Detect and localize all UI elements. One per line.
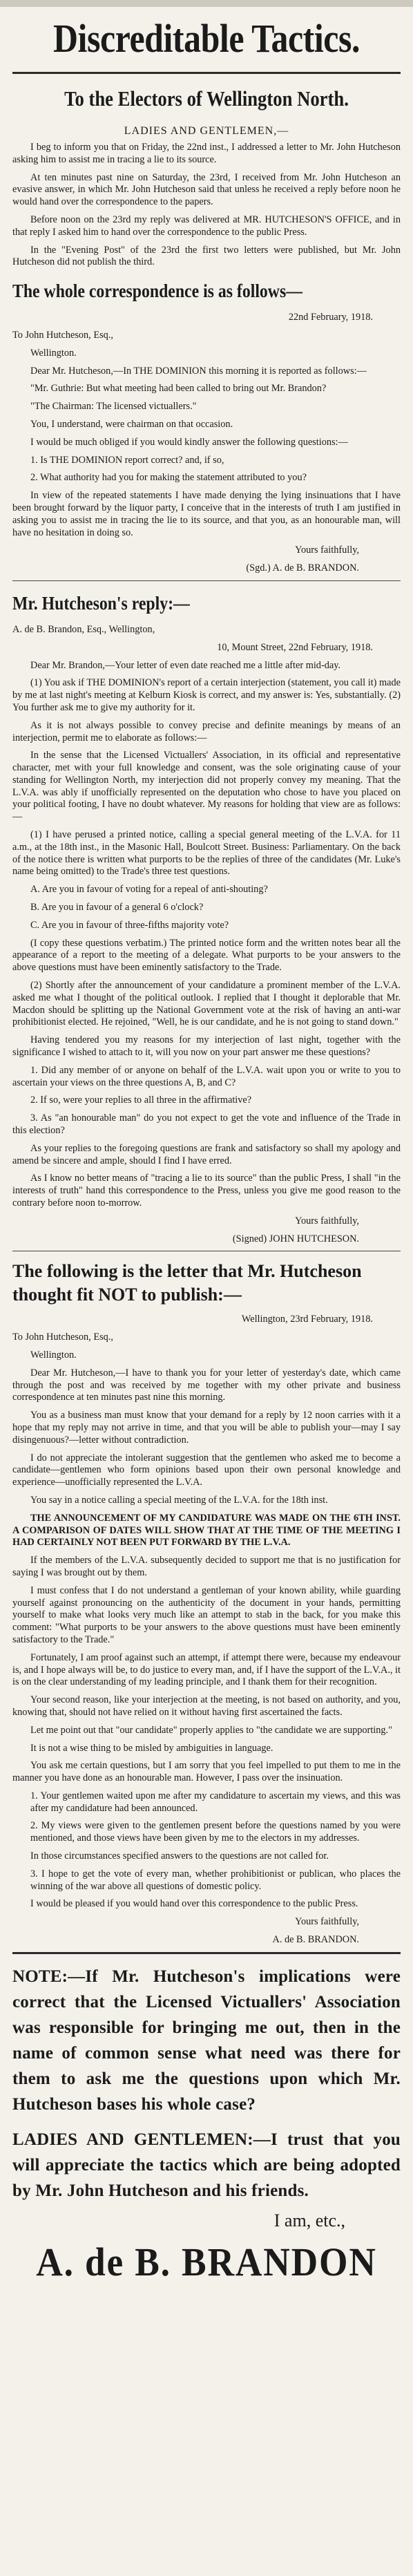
note-paragraph: NOTE:—If Mr. Hutcheson's implications were correct that the Licensed Victuallers' Association was responsible for bringing me out, then in the name of common sense what need was there for them to ask me the questions upon which Mr. Hutcheson bases his whole case? bbox=[12, 1967, 401, 2114]
section-heading-correspondence: The whole correspondence is as follows— bbox=[12, 281, 302, 302]
letter-body-paragraph: Dear Mr. Brandon,—Your letter of even date reached me a little after mid-day. bbox=[30, 659, 340, 671]
letter-body-paragraph: I would be much obliged if you would kindly answer the following questions:— bbox=[30, 436, 348, 448]
letter-body-paragraph: I would be pleased if you would hand over this correspondence to the public Press. bbox=[30, 1898, 358, 1910]
letter-body-paragraph: In view of the repeated statements I have made denying the lying insinuations that I have been brought forward by the liquor party, I conceive that in the interests of truth I am justified in asking you to assist me in tracing the lie to its source, and that you, as an honourable man, will have no hesitation in doing so. bbox=[12, 490, 401, 538]
signature: A. de B. BRANDON bbox=[36, 2239, 377, 2284]
section-heading-unpublished: The following is the letter that Mr. Hutcheson thought fit NOT to publish:— bbox=[12, 1261, 362, 1305]
letter-recipient: To John Hutcheson, Esq., bbox=[12, 1332, 113, 1343]
letter-body-paragraph: As your replies to the foregoing questions are frank and satisfactory so shall my apology and amend be sincere and ample, should I find I have erred. bbox=[12, 1142, 401, 1166]
page-title: Discreditable Tactics. bbox=[52, 16, 361, 61]
letter-closing: Yours faithfully, bbox=[295, 1215, 359, 1227]
letter-body-paragraph: (1) I have perused a printed notice, calling a special general meeting of the L.V.A. for 11 a.m., at the 18th inst., in the Masonic Hall, Boulcott Street. Business: Parliamentary. On the back of the notice there is written what purports to be the replies of three of the candidates (Mr. Luke's name being omitted) to the Trade's three test questions. bbox=[12, 829, 401, 878]
letter-question: B. Are you in favour of a general 6 o'clock? bbox=[30, 902, 204, 913]
letter-body-paragraph: Dear Mr. Hutcheson,—I have to thank you for your letter of yesterday's date, which came through the post and was received by me together with my other private and business correspondence at ten minutes past nine this morning. bbox=[12, 1367, 401, 1403]
letter-body-paragraph: As it is not always possible to convey precise and definite meanings by means of an interjection, permit me to elaborate as follows:— bbox=[12, 719, 401, 744]
letter-body-paragraph: Dear Mr. Hutcheson,—In THE DOMINION this morning it is reported as follows:— bbox=[30, 365, 367, 377]
letter-body-paragraph: Your second reason, like your interjection at the meeting, is not based on authority, and you, knowing that, should not have relied on it without having first ascertained the facts. bbox=[12, 1694, 401, 1718]
letter-body-paragraph: 1. Did any member of or anyone on behalf of the L.V.A. wait upon you or write to you to ascertain your views on the three questions A, B, and C? bbox=[12, 1064, 401, 1088]
letter-body-paragraph: "The Chairman: The licensed victuallers." bbox=[30, 401, 197, 413]
divider bbox=[12, 580, 401, 581]
letter-answer: 3. I hope to get the vote of every man, whether prohibitionist or publican, who places the winning of the war above all questions of domestic policy. bbox=[30, 1868, 401, 1892]
letter-body-paragraph: If the members of the L.V.A. subsequently decided to support me that is no justification for saying I was brought out by them. bbox=[12, 1555, 401, 1578]
divider bbox=[12, 72, 401, 74]
letter-body-paragraph: Fortunately, I am proof against such an attempt, if attempt there were, because my endeavour is, and I hope always will be, to do justice to every man, and, if I have the support of the L.V.A., it is on the clear understanding of my leading principle, and I thank them for their recognition. bbox=[12, 1651, 401, 1688]
letter-recipient-city: Wellington. bbox=[30, 1349, 77, 1361]
letter-body-paragraph: In those circumstances specified answers to the questions are not called for. bbox=[30, 1850, 329, 1862]
letter-signature: A. de B. BRANDON. bbox=[272, 1934, 359, 1946]
section-heading-reply: Mr. Hutcheson's reply:— bbox=[12, 592, 190, 614]
letter-question: A. Are you in favour of voting for a repeal of anti-shouting? bbox=[30, 884, 268, 896]
letter-body-paragraph: It is not a wise thing to be misled by ambiguities in language. bbox=[30, 1742, 273, 1754]
letter-body-paragraph: I do not appreciate the intolerant suggestion that the gentlemen who asked me to become a candidate—gentlemen who form opinions based upon their own personal knowledge and experience—unofficially represented the L.V.A. bbox=[12, 1452, 401, 1488]
letter-closing: Yours faithfully, bbox=[295, 1916, 359, 1928]
letter-body-paragraph: Let me point out that "our candidate" properly applies to "the candidate we are supporting." bbox=[30, 1724, 392, 1736]
letter-body-paragraph: As I know no better means of "tracing a lie to its source" than the public Press, I shall "in the interests of truth" hand this correspondence to the Press, unless you give me good reason to the contrary before noon to-morrow. bbox=[12, 1173, 401, 1209]
letter-body-paragraph: (2) Shortly after the announcement of your candidature a prominent member of the L.V.A. asked me what I thought of the political outlook. I replied that I thought it deplorable that Mr. Macdon should be splitting up the National Government vote at the risk of having an anti-war prohibitionist elected. He rejoined, "Well, he is our candidate, and he is not going to stand down." bbox=[12, 980, 401, 1028]
letter-body-paragraph: You say in a notice calling a special meeting of the L.V.A. for the 18th inst. bbox=[30, 1494, 328, 1506]
intro-paragraph: At ten minutes past nine on Saturday, the 23rd, I received from Mr. John Hutcheson an evasive answer, in which Mr. John Hutcheson said that unless he received a reply before noon he would hand over the correspondence to the papers. bbox=[12, 171, 401, 208]
letter-recipient-city: Wellington. bbox=[30, 347, 77, 359]
letter-signature: (Signed) JOHN HUTCHESON. bbox=[232, 1233, 359, 1244]
letter-answer: 2. My views were given to the gentlemen present before the questions named by you were mentioned, and those views have been given by me to the electors in my addresses. bbox=[30, 1820, 401, 1844]
letter-date: 10, Mount Street, 22nd February, 1918. bbox=[217, 641, 373, 653]
letter-body-paragraph: 2. If so, were your replies to all three in the affirmative? bbox=[30, 1095, 252, 1106]
letter-body-paragraph: You, I understand, were chairman on that occasion. bbox=[30, 418, 233, 430]
letter-body-paragraph: You ask me certain questions, but I am sorry that you feel impelled to put them to me in the manner you have done as an honourable man. However, I pass over the insinuation. bbox=[12, 1760, 401, 1784]
intro-paragraph: Before noon on the 23rd my reply was delivered at MR. HUTCHESON'S OFFICE, and in that reply I asked him to hand over the correspondence to the public Press. bbox=[12, 214, 401, 238]
letter-brandon-2 bbox=[12, 1314, 401, 1946]
letter-brandon-1 bbox=[12, 312, 401, 575]
letter-body-paragraph: (I copy these questions verbatim.) The printed notice form and the written notes bear all the appearance of a report to the meeting of a delegate. What purports to be your answers to the above questions must have been eminently satisfactory to the Trade. bbox=[12, 937, 401, 974]
letter-body-paragraph: You as a business man must know that your demand for a reply by 12 noon carries with it a hope that my reply may not arrive in time, and that you will be able to publish your—may I say disingenuous?—letter without contradiction. bbox=[12, 1410, 401, 1446]
letter-body-paragraph: 1. Is THE DOMINION report correct? and, if so, bbox=[30, 454, 224, 466]
appeal-paragraph: LADIES AND GENTLEMEN:—I trust that you will appreciate the tactics which are being adopted by Mr. John Hutcheson and his friends. bbox=[12, 2130, 401, 2200]
salutation: LADIES AND GENTLEMEN,— bbox=[124, 125, 289, 137]
address-heading: To the Electors of Wellington North. bbox=[64, 86, 349, 111]
letter-recipient: To John Hutcheson, Esq., bbox=[12, 329, 113, 341]
letter-emphasis-paragraph: THE ANNOUNCEMENT OF MY CANDIDATURE WAS MADE ON THE 6TH INST. A COMPARISON OF DATES WILL SHOW THAT AT THE TIME OF THE MEETING I HAD CERTAINLY NOT BEEN PUT FORWARD BY THE L.V.A. bbox=[12, 1512, 401, 1549]
letter-body-paragraph: 3. As "an honourable man" do you not expect to get the vote and influence of the Trade in this election? bbox=[12, 1112, 401, 1137]
closing-line: I am, etc., bbox=[273, 2210, 345, 2231]
letter-signature: (Sgd.) A. de B. BRANDON. bbox=[246, 562, 359, 574]
letter-body-paragraph: I must confess that I do not understand a gentleman of your known ability, while guarding yourself against pronouncing on the authenticity of the document in your hands, permitting yourself to make what looks very much like an attempt to stab in the back, for you make this comment: "What purports to be your answers to the above questions must have been eminently satisfactory to the Trade." bbox=[12, 1584, 401, 1645]
letter-date: 22nd February, 1918. bbox=[288, 312, 373, 323]
letter-hutcheson-reply bbox=[12, 624, 401, 1245]
letter-body-paragraph: 2. What authority had you for making the statement attributed to you? bbox=[30, 472, 307, 484]
intro-paragraph: I beg to inform you that on Friday, the 22nd inst., I addressed a letter to Mr. John Hutcheson asking him to assist me in tracing a lie to its source. bbox=[12, 142, 401, 165]
letter-body-paragraph: In the sense that the Licensed Victuallers' Association, in its official and representative character, met with your full knowledge and consent, was the sole originating cause of your standing for Wellington North, my interjection did not properly convey my meaning. That the L.V.A. was ably if unofficially represented on the deputation who chose to have you placed on your political footing, I have no doubt whatever. My reasons for holding that view are as follows:— bbox=[12, 750, 401, 823]
divider bbox=[12, 1952, 401, 1954]
letter-answer: 1. Your gentlemen waited upon me after my candidature to ascertain my views, and this was after my candidature had been announced. bbox=[30, 1790, 401, 1814]
intro-paragraph: In the "Evening Post" of the 23rd the first two letters were published, but Mr. John Hutcheson did not publish the third. bbox=[12, 244, 401, 268]
letter-date: Wellington, 23rd February, 1918. bbox=[241, 1314, 373, 1325]
letter-question: C. Are you in favour of three-fifths majority vote? bbox=[30, 919, 229, 931]
letter-closing: Yours faithfully, bbox=[295, 544, 359, 556]
letter-recipient: A. de B. Brandon, Esq., Wellington, bbox=[12, 623, 155, 635]
letter-body-paragraph: "Mr. Guthrie: But what meeting had been called to bring out Mr. Brandon? bbox=[30, 383, 327, 395]
letter-body-paragraph: Having tendered you my reasons for my interjection of last night, together with the significance I wished to attach to it, will you now on your part answer me these questions? bbox=[12, 1034, 401, 1059]
letter-body-paragraph: (1) You ask if THE DOMINION's report of a certain interjection (statement, you call it) made by me at last night's meeting at Kelburn Kiosk is correct, and my answer is: Yes, substantially. (2) You further ask me to give my authority for it. bbox=[12, 677, 401, 713]
